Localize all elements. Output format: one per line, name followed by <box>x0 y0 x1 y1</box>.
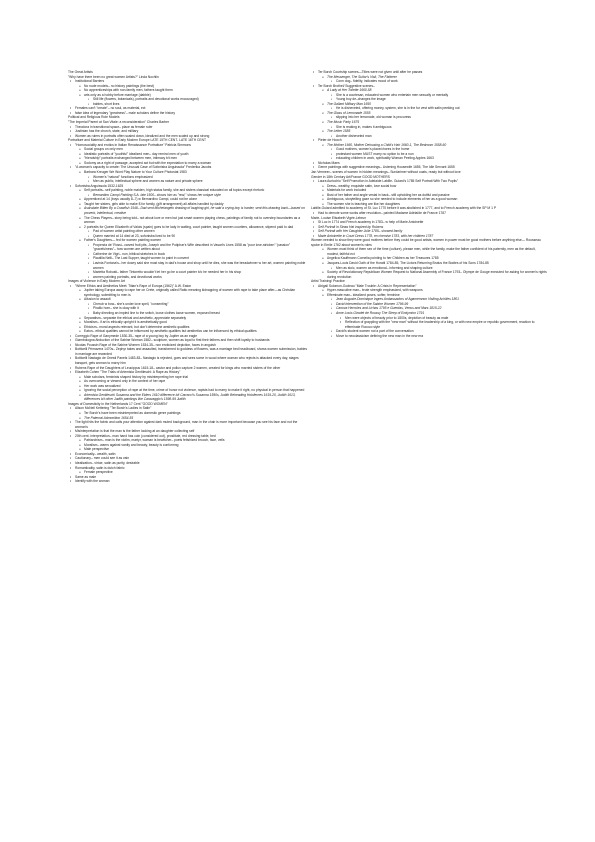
bullet-item: • Botticelli Primavera 1470s– Zephyr takes and assaulted, transformed to goddess of flowers, was a marriage bed headboard, shows women submission, babies in marriage are rewarded <box>68 347 309 356</box>
bullet-item: o A Lady at Her Toilette 1660-58 <box>311 88 547 93</box>
section-heading: The Great Artists <box>68 70 93 74</box>
section-heading: Images of Domesticity in the Netherlands 17 Cent "GOOD WOMEN" <box>68 401 168 406</box>
bullet-item: o Women must think of them sex of the time (culture), please men, while the family, make the father confident of his paternity, men as the default, modest, faithful ect <box>311 247 547 256</box>
bullet-item: o Materials for work included <box>311 188 547 193</box>
section-heading: Jan Vermeer– scenes of women in hidden meanings– Surdarimer without coats, ready but without love <box>311 170 461 175</box>
bullet-item: o The women she is teaching are like her daughters <box>311 202 547 207</box>
section-heading: "Why have there been no great women Artists?" Linda Nochlin <box>68 74 159 79</box>
bullet-item: o Moralism– warns against vanity and beauty, beauty is conformng <box>68 443 309 448</box>
bullet-item: ▪ Phallic horn– she is okay with it <box>68 306 309 311</box>
bullet-item: • Economically– wealth, satin <box>68 452 309 457</box>
bullet-item: • Pieter de Hooch <box>311 138 547 143</box>
bullet-item: o Moralism– if art is ethically upright it is aesthetically good <box>68 320 309 325</box>
bullet-item: o No apprenticeships with non-family men, fathers taught them <box>68 88 309 93</box>
bullet-item: • false idea of legendary "greatness"– male scholars define the history <box>68 111 309 116</box>
bullet-item: o Allusion to assault <box>68 297 309 302</box>
bullet-item: o Jacques-Louis David Oath of the Horatii 1784-85, The Lictors Returning Brutus the Bodies of his Sons 1784-85 <box>311 261 547 266</box>
bullet-item: o Idealistic portraits of "youthful" idealized men– day remind men of youth <box>68 152 309 157</box>
bullet-item: • "Homosociality and erotics in Italian Renaissance Portraiture" Patricia Simmons <box>68 143 309 148</box>
bullet-item: • Females can't "create"– no soul, as material, ect <box>68 106 309 111</box>
bullet-item: • Justinian has the church, state, and military <box>68 129 309 134</box>
bullet-item: ▪ Young boy de–changes the image <box>311 97 547 102</box>
section-heading: Gender in 18th Century Art/France GOOD MOTHERS <box>311 174 390 179</box>
notes-left-column <box>68 70 309 484</box>
section-heading: Portraiture and Material Culture in Early Modern Europe LATE 15TH CENT- LATE 16TH CENT <box>68 138 207 143</box>
bullet-item: • Laura Auricchio "Self Promotion in Adelaide Labille- Guiard's 1785 Self Portrait With Two Pupils" <box>311 179 547 184</box>
bullet-item: ▪ She is reaking in, makes it ambiguous <box>311 125 547 130</box>
bullet-item: o The Music Party 1675 <box>311 120 547 125</box>
bullet-item: ▪ Queen married at 14 died at 23, sofonisba lived to be 90 <box>68 234 309 239</box>
bullet-item: o Ambiguous, storytelling gaze so she needed to include elements of her as a good woman <box>311 197 547 202</box>
bullet-item: • The light hits the fabric and calls your attention against dark muted background, man in the chair is more important because you see his face and not the woman's <box>68 420 309 429</box>
bullet-item: o Ignoring the social perception of rape at the time, crime of honor not violence, rapists had to marry to make it right, no physical in person that happened <box>68 388 309 393</box>
bullet-item: ▪ Properzia de' Rossi– carved fruit pits, Joseph and the Potiphar's Wife described in Vasari's Lives 1558 as "poor love-stricken" "passion" "gracefulness"– how women are written about <box>68 243 309 252</box>
bullet-item: • Self Portrait with Her Daughter Julie 1785– showed family <box>311 229 547 234</box>
bullet-item: • Same as male <box>68 475 309 480</box>
bullet-item: • Nicholas Maes <box>311 161 547 166</box>
bullet-item: ▪ protestant women MUST marry no option to be a nun <box>311 152 547 157</box>
bullet-item: o Taught her sisters, girls able to make $ for family, (gift arrangement) all affairs handled by daddy <box>68 202 309 207</box>
bullet-item: ▪ Lavinia Fontana's– her dowry said she must stay in dad's house and shop until he dies, she was the breadwinner w her art, women painting noble women <box>68 261 309 270</box>
bullet-item: • Elizabeth Cohen "The Trials of Artemisia Gentileschi: A Rape as History" <box>68 370 309 375</box>
bullet-item: o Eaton– ethical qualities cannot be influenced by aesthetic qualities but aesthetics can be influenced by ethical qualities <box>68 329 309 334</box>
bullet-item: • Men were objects of beauty prior to 1800s, depiction of beauty as male <box>311 316 547 321</box>
bullet-item: o Jupiter taking Europa away to rape her on Crete, originally called Ratto meaning kidnapping of women with rape to take place after—as Christian symbology, submitting to men is <box>68 288 309 297</box>
bullet-item: • Ter Borch Courtship scenes—Titles were not given until after he passes <box>311 70 547 75</box>
bullet-item: ▪ Men as public, intellectual sphere and women as nature and private sphere <box>68 179 309 184</box>
bullet-item: o Hyper-masculine man– brute strength emphasized, with weapons <box>311 288 547 293</box>
bullet-item: ▪ He is disheveled, offering money, system, she is in the fur vest with satin peeking out <box>311 106 547 111</box>
bullet-item: ▪ women painting portraits, and devotional works <box>68 275 309 280</box>
bullet-item: o Father's Daughters— fed for women painting women <box>68 238 309 243</box>
bullet-item: o Barbara Kreuger We Wont Play Nature to Your Culture Photostat 1983 <box>68 170 309 175</box>
section-heading: Marie- Louise Elisabeth Vigée-Lebrun <box>311 215 367 220</box>
bullet-item: o No nude models– no history paintings (the best) <box>68 84 309 89</box>
bullet-item: • Alison McNeil Kettering "Ter Borch's Ladies in Satin" <box>68 406 309 411</box>
bullet-item: o Sodomy as a right of passage, accepted act but with the expectation to marry a woman <box>68 161 309 166</box>
bullet-item: o Apprenticed at 14 (boys usually 8–7) w Bernardino Campi, could not be alone <box>68 197 309 202</box>
bullet-item: o Self portraits– self painting, noble maiden, high status family, she and sisters classical educated on all topics except rhetoric <box>68 188 309 193</box>
bullet-item: • "Where Ethics and Aesthetics Meet: Titian's Rape of Europa (1562)" A.W. Eaton <box>68 284 309 289</box>
section-heading: Images of Violence in Early Modern Art <box>68 279 125 284</box>
section-heading: Artist Training/ Practice <box>311 279 345 284</box>
bullet-item: ▪ She is a courtesan, educated women who entertain men sexually or mentally <box>311 93 547 98</box>
bullet-item: ▪ Catherine de Vigri– nun, biblical sketches in book <box>68 252 309 257</box>
section-heading: Women needed to show they were good mothers before they could be good artists, women in power must be good mothers before anything else— Rousseau spoke in Emile 1762 about women's roles <box>311 238 541 247</box>
bullet-item: • Botticelli Nastagio de Onesti Panels 1483-83– Nastagio is rejected, goes and sees some in wood where woman who rejects is attacked every day, stages banquet, gets woman to marry him <box>68 356 309 365</box>
bullet-item: • Had to demote some works after revolution– painted Madame Adélaïde de France 1787 <box>311 211 547 216</box>
bullet-item: o The Letter 1585 <box>311 129 547 134</box>
bullet-item: o Female perspective <box>68 470 309 475</box>
bullet-item: • St Luc in 1774 and French academy in 1783– w help of Marie Antoinette <box>311 220 547 225</box>
bullet-item: o The Gallant Military Man 1650 <box>311 102 547 107</box>
bullet-item: o Dress– wealthy, exquisite satin, love social bow <box>311 184 547 189</box>
bullet-item: • Women as rulers in portraits often scaled down, idealized and the men scaled up and strong <box>68 134 309 139</box>
bullet-item: o "friendship" portraits exchanged between men, intimacy b/t men <box>68 156 309 161</box>
bullet-item: o The Chess Players– story being told– not about love or men but just smart women playing chess, paintings of family not to overstep boundaries as a woman <box>68 216 309 225</box>
bullet-item: ▪ David Intervention of the Sabine Women 1796-99 <box>311 302 547 307</box>
bullet-item: • Sofonisba Anguissola 1532-1625 <box>68 184 309 189</box>
bullet-item: • Cautionary– men could see it as vain <box>68 456 309 461</box>
bullet-item: ▪ Women's "natural" functions emphasized <box>68 175 309 180</box>
bullet-item: • Ter Borch Brothel/ Suggestive scenes– <box>311 84 547 89</box>
bullet-item: ▪ Cherub w bow– she's under love spell, "consenting" <box>68 302 309 307</box>
bullet-item: ▪ Marietta Robusti– father Tintoretto wouldn't let her go be a court painter b/c he needed her in his shop <box>68 270 309 275</box>
bullet-item: ▪ educating children in work, spirituality Woman Peeling Apples 1663 <box>311 156 547 161</box>
bullet-item: ▪ Pad of women artist painting other women <box>68 229 309 234</box>
bullet-item: o Asdrubale Bitten By a Crawfish 1548– Dad sent Michelangelo drawing of laughing girl, he said a crying boy is harder, sent this drawing back—based on proverb, intellectual, creative <box>68 206 309 215</box>
bullet-item: • Genre paintings with suggestive meanings– Listening Housewife 1655, The Idle Servant 1655 <box>311 165 547 170</box>
bullet-item: o Male perspective <box>68 447 309 452</box>
bullet-item: ▪ Move to neoclassicism defining the new man in the new era <box>311 334 547 339</box>
section-heading: Labille-Guiard admitted to academy of St. Luc 1770 before it was abolished in 1777, and to French academy with the SP M 1 P <box>311 206 497 211</box>
bullet-item: ▪ babies, short lives <box>68 102 309 107</box>
bullet-item: o As overcoming or viewed only in the context of her rape <box>68 379 309 384</box>
bullet-item: • 20th cent. interpretation– man hand has coin (considered out), prostitute, red dressing table, bed <box>68 434 309 439</box>
bullet-item: ▪ David's student women not a part of the conversation <box>311 329 547 334</box>
bullet-item: • Theodora in transitional space– place as female ruler <box>68 125 309 130</box>
bullet-item: o The Glass of Lemonade 1555 <box>311 111 547 116</box>
bullet-item: • Reflection of grappling with the "new man" without the leadership of a king, or with new empire or republic government, reaction to effeminate Rococo style <box>311 320 547 329</box>
bullet-item: • Romanticality, satin is dutch fabric <box>68 466 309 471</box>
bullet-item: • Identify with the woman <box>68 479 309 484</box>
bullet-item: o The Paternal Admonition 1654-55 <box>68 416 309 421</box>
bullet-item: o Social groups on only men <box>68 147 309 152</box>
section-heading: Political and Religious Role Models <box>68 115 120 120</box>
bullet-item: ▪ Plautilla Nelli– The Last Supper, taught women to paint in convent <box>68 256 309 261</box>
bullet-item: o Ter Borch's have been misinterpreted as domestic genre paintings <box>68 411 309 416</box>
bullet-item: o Angelica Kauffmann Cornelia pointing to her Children as her Treasures 1785 <box>311 256 547 261</box>
bullet-item: o The Messenger, The Suitor's Visit, The Flatterer <box>311 75 547 80</box>
bullet-item: • Nicolas Poussin Rape of the Sabine Women 1534-35– non eroticized depiction, faces in anguish <box>68 343 309 348</box>
bullet-item: o 2 portraits for Queen Elizabeth of Valois (spain) goes to be lady in waiting, court painter, taught women courtiers, allowance, stipend paid to dad <box>68 225 309 230</box>
bullet-item: ▪ Jean Auguste-Dominique Ingres Ambassadors of Agamemnon Visiting Achilles 1801 <box>311 297 547 302</box>
bullet-item: ▪ slipping into her lemonade, old woman is procuress <box>311 115 547 120</box>
bullet-item: • "A woman's capacity to create: The Unusual Case of Sofonisba Anguissola" Frederika Jacobs <box>68 165 309 170</box>
bullet-item: • Correggio Rape of Ganymede 1530-35– rape of a young boy by Jupiter as an eagle <box>68 334 309 339</box>
bullet-item: o Effeminate man– idealized poses, softer, feminine <box>311 293 547 298</box>
bullet-item: ▪ Men as stoic, women as emotional– informing and shaping culture <box>311 266 547 271</box>
bullet-item: • Idealization– virtue, satin as purity, desirable <box>68 461 309 466</box>
bullet-item: • Self Portrait in Straw Hat inspired by Rubens <box>311 225 547 230</box>
bullet-item: o Society of Revolutionary Republican Women Request to National Assembly of France 1793– Olympe de Gouge executed for asking for women's rights during revolution <box>311 270 547 279</box>
bullet-item: o Her work was sexualized <box>68 384 309 389</box>
bullet-item: ▪ Conn dog– fidelity, indicates mood of work <box>311 79 547 84</box>
bullet-item: o arts only as a hobby before marriage (dabble) <box>68 93 309 98</box>
section-heading: "The Imperial Parent at San Vitale: a reconsideration" Charles Barber <box>68 120 170 125</box>
bullet-item: ▪ Another disheveled man <box>311 134 547 139</box>
bullet-item: • Giambologna Abduction of the Sabine Woman 1582– sculpture, women as loyal to first their fathers and then shift loyalty to husbands <box>68 338 309 343</box>
bullet-item: • Marie Antoinette in Court Dress 1778, en chemise 1783, with her children 1787 <box>311 234 547 239</box>
bullet-item: o Separatism– separate the ethical and aesthetic, appreciate separately <box>68 316 309 321</box>
bullet-item: • Misinterpretation is that the man is the father looking at an daughter collecting self <box>68 429 309 434</box>
bullet-item: o Ethicism– moral aspects relevant, but don't determine aesthetic qualities <box>68 325 309 330</box>
notes-right-column <box>311 70 547 338</box>
bullet-item: o The Mother 1660, Mother Delousing a Child's Hair 1660-1, The Bedroom 1558-60 <box>311 143 547 148</box>
bullet-item: ▪ Bernardino Campi Painting S.A. late 1500– shows him as "real," shows her unique style <box>68 193 309 198</box>
bullet-item: o Bust of her father and angle vestal in back– still upholding her as dutiful and passive <box>311 193 547 198</box>
bullet-item: ▪ Baby directing an impled line to the snitch, loose clothes loose women, exposed breast <box>68 311 309 316</box>
bullet-item: • Institutional Barriers <box>68 79 309 84</box>
bullet-item: • Rubens Rape of the Daughters of Leucippus 1615-18– castor and pollux capture 2 women, created for kings who married sisters of the other <box>68 366 309 371</box>
bullet-item: o Patriarchism– man is the victim, martyr, woman is bewitcher– poets fetishized brooch, face, veils <box>68 438 309 443</box>
bullet-item: ▪ Still life (flowers, botanicals), portraits and devotional works encouraged) <box>68 97 309 102</box>
bullet-item: o Artemisia Gentileschi Susanna and the Elders 1610 difference b/t Carracci's Susanna 1590s, Judith Beheading Holofernes 1619-20, Judith 1613, differences b/t other Judith paintings like Caravaggio's 1598-99 Judith <box>68 393 309 402</box>
bullet-item: ▪ Good mothers, women's place/chores in the home <box>311 147 547 152</box>
bullet-item: ▪ Anne Louis Girodet de Roussy The Sleep of Endymion 1791 <box>311 311 547 316</box>
bullet-item: ▪ Canova Hercules and Lichas 1795 e Guerdas, Venus and Mars 1815-22 <box>311 306 547 311</box>
bullet-item: o Male scholars, feminists shaped history by misinterpreting her rape trial <box>68 375 309 380</box>
bullet-item: • Abigail Solomon-Godeau "Male Trouble: A Crisis in Representation" <box>311 284 547 289</box>
